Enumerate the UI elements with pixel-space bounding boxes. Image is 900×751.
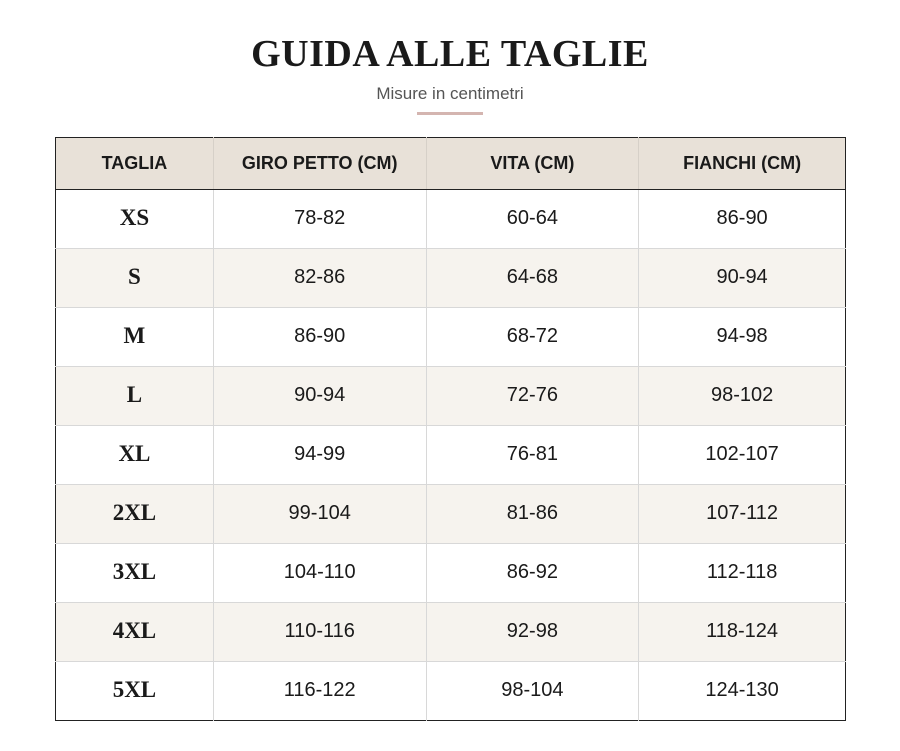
waist-cell: 76-81 <box>426 426 639 485</box>
table-row <box>56 426 846 485</box>
size-cell: XS <box>56 190 214 249</box>
table-row <box>56 249 846 308</box>
chest-cell: 104-110 <box>213 544 426 603</box>
column-header-waist: VITA (CM) <box>426 138 639 190</box>
waist-cell: 72-76 <box>426 367 639 426</box>
table-row <box>56 544 846 603</box>
waist-cell: 98-104 <box>426 662 639 721</box>
waist-cell: 68-72 <box>426 308 639 367</box>
waist-cell: 64-68 <box>426 249 639 308</box>
title-divider <box>417 112 483 115</box>
page-header <box>0 0 900 115</box>
hips-cell: 112-118 <box>639 544 846 603</box>
hips-cell: 90-94 <box>639 249 846 308</box>
hips-cell: 86-90 <box>639 190 846 249</box>
size-cell: L <box>56 367 214 426</box>
table-row <box>56 662 846 721</box>
size-table <box>55 137 846 721</box>
chest-cell: 99-104 <box>213 485 426 544</box>
waist-cell: 60-64 <box>426 190 639 249</box>
size-cell: XL <box>56 426 214 485</box>
column-header-size: TAGLIA <box>56 138 214 190</box>
table-row <box>56 308 846 367</box>
table-row <box>56 367 846 426</box>
waist-cell: 92-98 <box>426 603 639 662</box>
hips-cell: 94-98 <box>639 308 846 367</box>
size-chart <box>55 137 846 721</box>
size-cell: 2XL <box>56 485 214 544</box>
table-header-row <box>56 138 846 190</box>
waist-cell: 86-92 <box>426 544 639 603</box>
chest-cell: 86-90 <box>213 308 426 367</box>
table-row <box>56 603 846 662</box>
size-cell: 3XL <box>56 544 214 603</box>
size-cell: 4XL <box>56 603 214 662</box>
hips-cell: 107-112 <box>639 485 846 544</box>
hips-cell: 102-107 <box>639 426 846 485</box>
table-row <box>56 190 846 249</box>
page-subtitle: Misure in centimetri <box>376 84 524 103</box>
column-header-hips: FIANCHI (CM) <box>639 138 846 190</box>
size-cell: M <box>56 308 214 367</box>
table-row <box>56 485 846 544</box>
chest-cell: 82-86 <box>213 249 426 308</box>
chest-cell: 110-116 <box>213 603 426 662</box>
size-cell: S <box>56 249 214 308</box>
column-header-chest: GIRO PETTO (CM) <box>213 138 426 190</box>
size-cell: 5XL <box>56 662 214 721</box>
chest-cell: 116-122 <box>213 662 426 721</box>
chest-cell: 78-82 <box>213 190 426 249</box>
hips-cell: 124-130 <box>639 662 846 721</box>
hips-cell: 98-102 <box>639 367 846 426</box>
hips-cell: 118-124 <box>639 603 846 662</box>
page-title: GUIDA ALLE TAGLIE <box>251 33 649 75</box>
chest-cell: 90-94 <box>213 367 426 426</box>
chest-cell: 94-99 <box>213 426 426 485</box>
waist-cell: 81-86 <box>426 485 639 544</box>
